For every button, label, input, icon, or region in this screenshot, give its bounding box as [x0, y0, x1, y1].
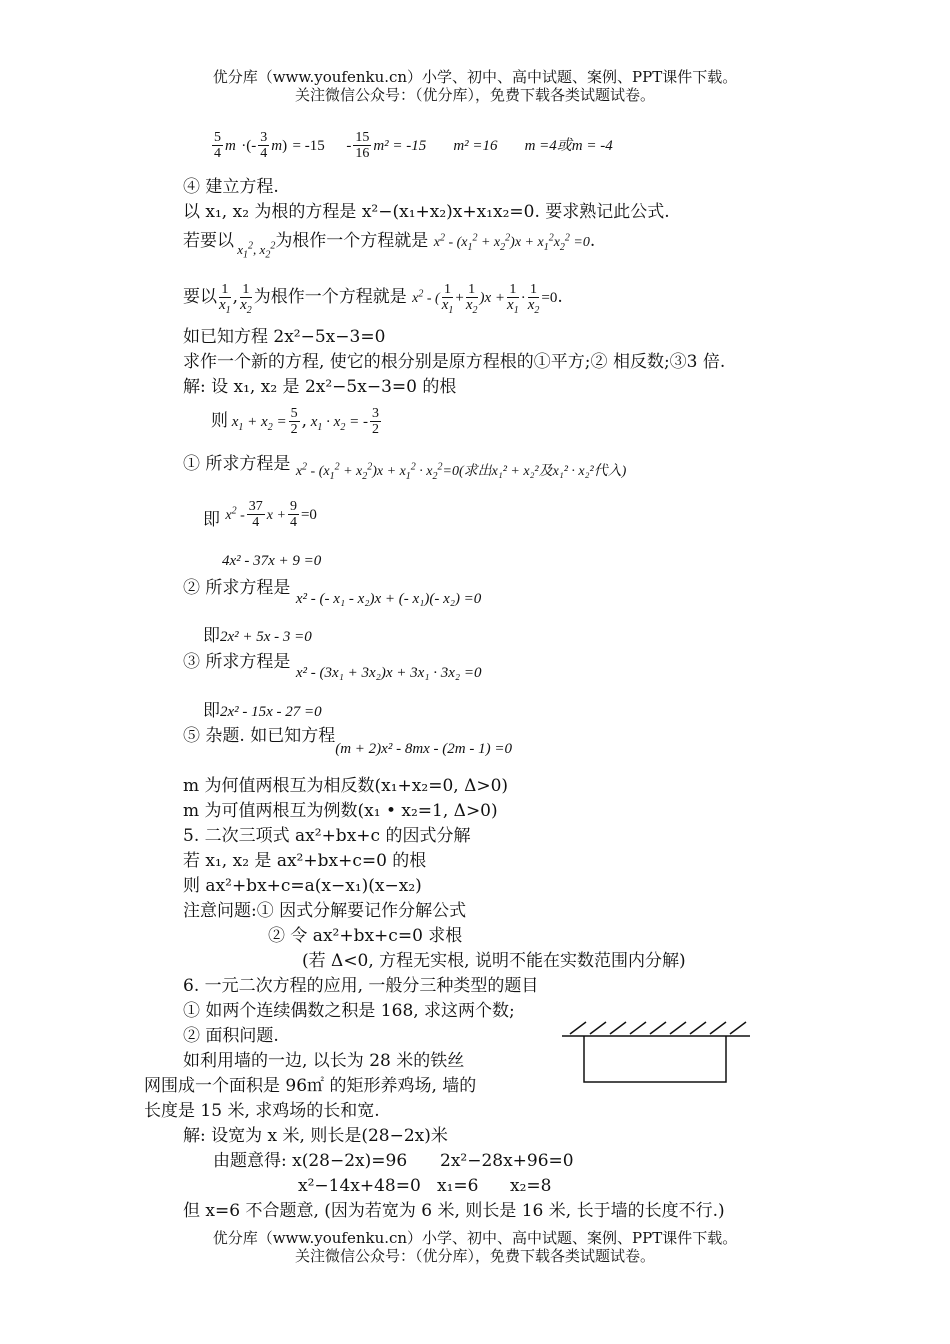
eq-text: 4x² - 37x + 9 =0: [222, 553, 322, 569]
item-5-misc: [183, 725, 512, 757]
eq-text: x² - (- x₁ - x₂)x + (- x₁)(- x₂) =0: [295, 591, 482, 607]
footer-line-2: 关注微信公众号：（优分库），免费下载各类试题试卷。: [294, 1247, 655, 1265]
eq-result-4: m =4或m = -4: [524, 138, 613, 154]
eq-text: 2x² + 5x - 3 =0: [220, 629, 312, 645]
eq-text: x² - (3x₁ + 3x₂)x + 3x₁ · 3x₂ =0: [295, 665, 482, 681]
vieta-formula-text: 以 x₁, x₂ 为根的方程是 x²−(x₁+x₂)x+x₁x₂=0. 要求熟记此公式.: [183, 202, 670, 222]
text-part: 若要以: [183, 231, 234, 251]
footer-line-1: 优分库（www.youfenku.cn）小学、初中、高中试题、案例、PPT课件下载。: [212, 1229, 738, 1247]
problem-2-text-2: 网围成一个面积是 96㎡ 的矩形养鸡场, 墙的: [144, 1076, 477, 1096]
case-1-equation: ① 所求方程是 $_{x^2 - (x_1^2 + x_2^2)x + x_1^2 \cdot x_2^2=0(求出x_1^2 + x_2^2及x_1^2 \cdot x_2^2代入)}$: [183, 454, 627, 482]
eq-text: 2x² - 15x - 27 =0: [220, 704, 322, 720]
section-5-title: 5. 二次三项式 ax²+bx+c 的因式分解: [183, 826, 471, 846]
reciprocal-roots-equation: 要以 $\frac{1}{x_1}$ , $\frac{1}{x_2}$ 为根作一个方程就是 $x^2$ - ( $\frac{1}{x_1}$ + $\frac{1}{x_2}$ )x + $\frac{1}{x_1}$ · $\frac{1}{x_2}$ =0.: [183, 282, 563, 316]
problem-1: ① 如两个连续偶数之积是 168, 求这两个数;: [183, 1001, 515, 1021]
text-part: 即: [203, 626, 220, 646]
eq-result-2: m² = -15: [373, 138, 427, 154]
factor-roots: 若 x₁, x₂ 是 ax²+bx+c=0 的根: [183, 851, 427, 871]
root-1: x₁=6: [437, 1176, 479, 1196]
text-part: ③ 所求方程是: [183, 652, 291, 672]
case-1-result: [222, 549, 321, 572]
solution-setup: 解: 设宽为 x 米, 则长是(28−2x)米: [183, 1126, 448, 1146]
case-1-simplified: 即 $^{x^2 -}$ $\frac{37}{4}$ $^{x +}$ $\frac{9}{4}$ =0: [203, 499, 317, 530]
text-part: ② 所求方程是: [183, 578, 291, 598]
factor-formula: 则 ax²+bx+c=a(x−x₁)(x−x₂): [183, 876, 422, 896]
case-3-equation: [183, 651, 482, 681]
text-part: 要以: [183, 287, 217, 307]
text-part: 则: [211, 411, 228, 431]
solution-eq-1: 由题意得: x(28−2x)=96: [213, 1151, 408, 1171]
solution-conclusion: 但 x=6 不合题意, (因为若宽为 6 米, 则长是 16 米, 长于墙的长度不行.): [183, 1201, 725, 1221]
square-roots-equation: 若要以 $_{x_1^2, x_2^2}$为根作一个方程就是 $x^2 - (x_1^2 + x_2^2)x + x_1^2x_2^2 =0$.: [183, 231, 596, 261]
eq-result-3: m² =16: [453, 138, 498, 154]
condition-reciprocal: m 为可值两根互为例数(x₁ • x₂=1, Δ>0): [183, 801, 498, 821]
item-4-title: ④ 建立方程.: [183, 177, 279, 197]
case-2-result: [203, 625, 312, 648]
case-2-equation: [183, 577, 482, 607]
chicken-farm-diagram: [560, 1014, 756, 1086]
case-1-note: =0(求出x₁² + x₂²及x₁² · x₂²代入): [442, 464, 627, 479]
problem-2-text-3: 长度是 15 米, 求鸡场的长和宽.: [144, 1101, 380, 1121]
condition-opposite: m 为何值两根互为相反数(x₁+x₂=0, Δ>0): [183, 776, 509, 796]
solution-intro: 解: 设 x₁, x₂ 是 2x²−5x−3=0 的根: [183, 377, 457, 397]
text-part: 为根作一个方程就是: [275, 231, 429, 251]
header-line-2: 关注微信公众号：（优分库），免费下载各类试题试卷。: [294, 86, 655, 104]
case-3-result: [203, 700, 322, 723]
text-part: 即: [203, 701, 220, 721]
example-equation: 如已知方程 2x²−5x−3=0: [183, 327, 386, 347]
solution-eq-2: 2x²−28x+96=0: [440, 1151, 574, 1171]
problem-2-text-1: 如利用墙的一边, 以长为 28 米的铁丝: [183, 1051, 465, 1071]
section-6-title: 6. 一元二次方程的应用, 一般分三种类型的题目: [183, 976, 539, 996]
eq-result-1: = -15: [292, 138, 325, 154]
task-description: 求作一个新的方程, 使它的根分别是原方程根的①平方;② 相反数;③3 倍.: [183, 352, 726, 372]
vieta-values: 则 $x_1 + x_2$ = $\frac{5}{2}$ , $x_1 \cdot x_2$ = - $\frac{3}{2}$: [211, 406, 379, 437]
note-1: 注意问题:① 因式分解要记作分解公式: [183, 901, 467, 921]
note-2: ② 令 ax²+bx+c=0 求根: [268, 926, 463, 946]
solution-eq-3: x²−14x+48=0: [298, 1176, 421, 1196]
root-2: x₂=8: [510, 1176, 552, 1196]
note-3: (若 Δ<0, 方程无实根, 说明不能在实数范围内分解): [302, 951, 686, 971]
problem-2-title: ② 面积问题.: [183, 1026, 279, 1046]
eq-text: (m + 2)x² - 8mx - (2m - 1) =0: [335, 741, 512, 757]
formula-m-calc: $\frac{5}{4}$ m ·(- $\frac{3}{4}$ m) = -15 - $\frac{15}{16}$ m² = -15 m² =16 m =4或m = -4: [214, 130, 613, 161]
text-part: 为根作一个方程就是: [253, 287, 407, 307]
text-part: 即: [203, 510, 220, 530]
text-part: ① 所求方程是: [183, 454, 291, 474]
text-part: ⑤ 杂题. 如已知方程: [183, 726, 336, 746]
header-line-1: 优分库（www.youfenku.cn）小学、初中、高中试题、案例、PPT课件下载。: [212, 68, 738, 86]
